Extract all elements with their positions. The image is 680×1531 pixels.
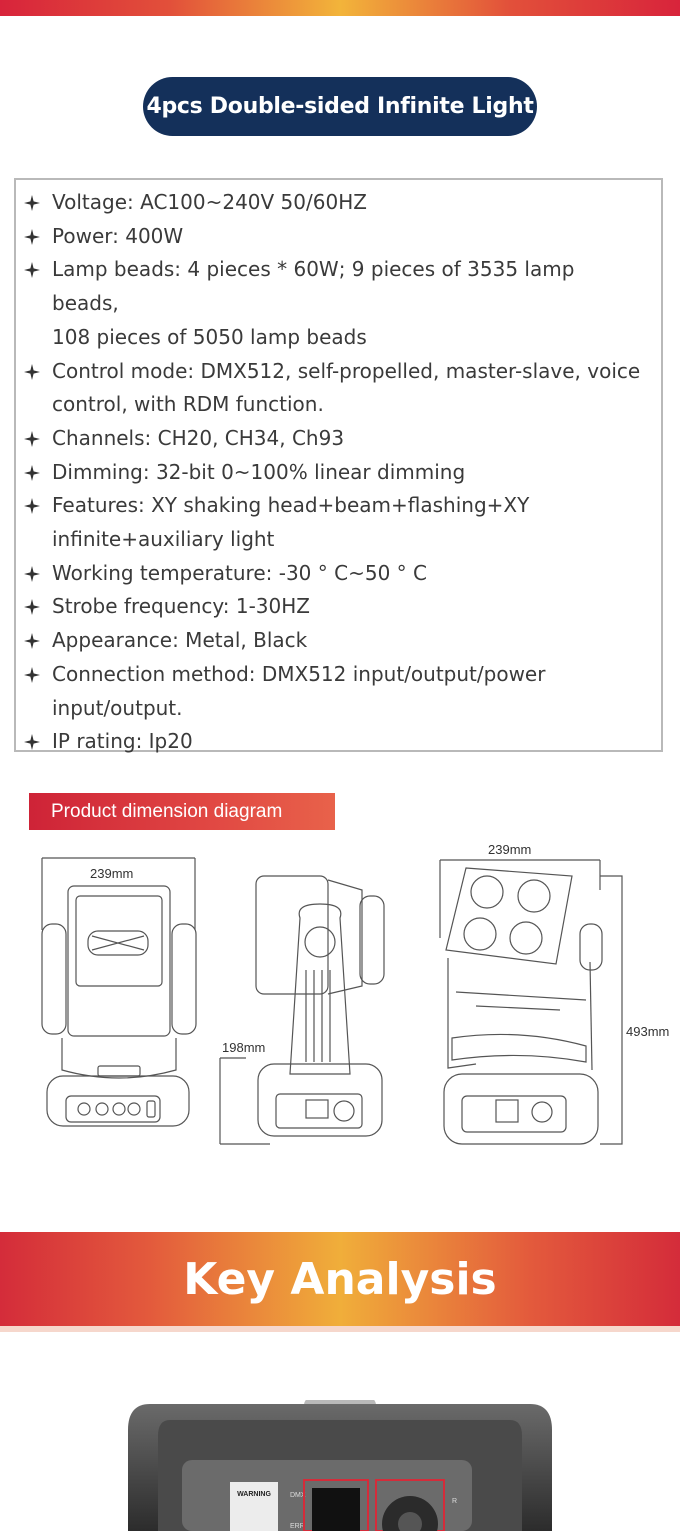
dimension-diagram bbox=[0, 838, 680, 1158]
star-bullet-icon bbox=[24, 599, 40, 615]
front-view-drawing bbox=[42, 858, 196, 1126]
key-analysis-title: Key Analysis bbox=[183, 1253, 497, 1305]
star-bullet-icon bbox=[24, 364, 40, 380]
spec-item: Working temperature: -30 ° C~50 ° C bbox=[52, 557, 661, 591]
err-label: ERR bbox=[290, 1523, 305, 1530]
star-bullet-icon bbox=[24, 667, 40, 683]
angled-view-drawing bbox=[440, 860, 622, 1144]
star-bullet-icon bbox=[24, 262, 40, 278]
spec-item: Control mode: DMX512, self-propelled, master-slave, voice control, with RDM function. bbox=[52, 355, 661, 422]
front-width-label: 239mm bbox=[90, 866, 134, 881]
product-title-pill bbox=[143, 77, 537, 136]
side-depth-label: 198mm bbox=[222, 1040, 266, 1055]
top-gradient-bar bbox=[0, 0, 680, 16]
star-bullet-icon bbox=[24, 734, 40, 750]
star-bullet-icon bbox=[24, 566, 40, 582]
star-bullet-icon bbox=[24, 498, 40, 514]
spec-list bbox=[16, 186, 661, 759]
star-bullet-icon bbox=[24, 195, 40, 211]
spec-item: Features: XY shaking head+beam+flashing+XY infinite+auxiliary light bbox=[52, 489, 661, 556]
product-photo bbox=[0, 1400, 680, 1531]
warning-label: WARNING bbox=[237, 1491, 271, 1498]
height-label: 493mm bbox=[626, 1024, 670, 1039]
spec-item: Voltage: AC100~240V 50/60HZ bbox=[52, 186, 661, 220]
product-title: 4pcs Double-sided Infinite Light bbox=[146, 94, 534, 119]
star-bullet-icon bbox=[24, 229, 40, 245]
star-bullet-icon bbox=[24, 431, 40, 447]
spec-item: Strobe frequency: 1-30HZ bbox=[52, 590, 661, 624]
r-label: R bbox=[452, 1498, 458, 1505]
spec-item: Channels: CH20, CH34, Ch93 bbox=[52, 422, 661, 456]
banner-underline bbox=[0, 1326, 680, 1332]
angled-width-label: 239mm bbox=[488, 842, 532, 857]
spec-item: Lamp beads: 4 pieces * 60W; 9 pieces of 3535 lamp beads, 108 pieces of 5050 lamp beads bbox=[52, 253, 661, 354]
star-bullet-icon bbox=[24, 633, 40, 649]
key-analysis-banner bbox=[0, 1232, 680, 1332]
spec-item: IP rating: Ip20 bbox=[52, 725, 661, 759]
side-view-drawing bbox=[220, 876, 384, 1144]
dimension-diagram-label: Product dimension diagram bbox=[29, 793, 335, 830]
spec-box bbox=[14, 178, 663, 752]
spec-item: Appearance: Metal, Black bbox=[52, 624, 661, 658]
spec-item: Connection method: DMX512 input/output/power input/output. bbox=[52, 658, 661, 725]
spec-item: Power: 400W bbox=[52, 220, 661, 254]
dmx-label: DMX bbox=[290, 1492, 306, 1499]
star-bullet-icon bbox=[24, 465, 40, 481]
spec-item: Dimming: 32-bit 0~100% linear dimming bbox=[52, 456, 661, 490]
